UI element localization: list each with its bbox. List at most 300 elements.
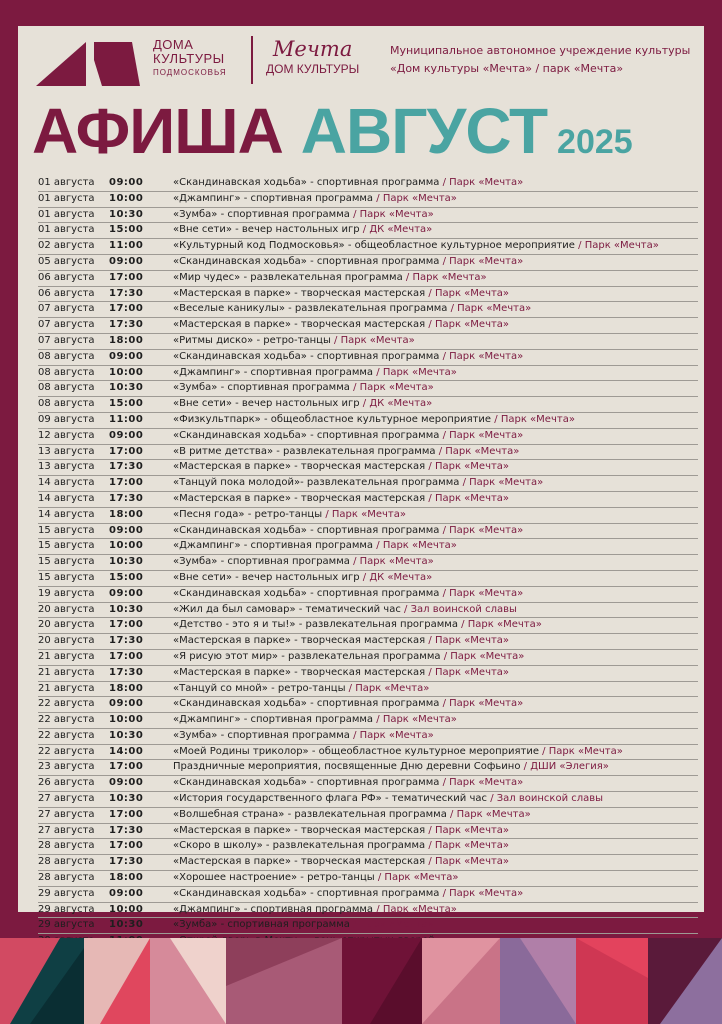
event-row (38, 824, 698, 840)
event-place: Парк «Мечта» (434, 319, 510, 331)
event-row (38, 350, 698, 366)
event-description (173, 381, 434, 395)
event-place: Парк «Мечта» (331, 508, 406, 520)
event-time: 17:00 (109, 477, 144, 489)
event-row (38, 476, 698, 492)
event-time: 17:00 (109, 271, 144, 283)
event-title: «Скандинавская ходьба» - спортивная программа (173, 887, 440, 899)
event-separator: / (442, 429, 446, 441)
event-date: 08 августа (38, 398, 95, 410)
event-date: 20 августа (38, 603, 95, 615)
event-place: Парк «Мечта» (548, 745, 623, 757)
event-place: Парк «Мечта» (412, 271, 487, 283)
event-separator: / (376, 540, 380, 552)
event-title: «Скандинавская ходьба» - спортивная программа (173, 429, 440, 441)
event-title: «Танцуй пока молодой»- развлекательная программа (173, 477, 460, 489)
event-time: 10:30 (109, 793, 144, 805)
event-date: 09 августа (38, 413, 95, 425)
event-place: Парк «Мечта» (449, 887, 524, 899)
event-description (173, 524, 523, 538)
event-row (38, 192, 698, 208)
event-row (38, 918, 698, 934)
event-description (173, 918, 434, 932)
event-separator: / (428, 461, 432, 473)
event-date: 14 августа (38, 492, 95, 504)
event-separator: / (353, 382, 357, 394)
event-place: Парк «Мечта» (382, 540, 457, 552)
event-date: 05 августа (38, 255, 95, 267)
event-title: «Скандинавская ходьба» - спортивная программа (173, 177, 440, 188)
event-title: «Зумба» - спортивная программа (173, 729, 350, 741)
event-description (173, 476, 543, 490)
event-time: 15:00 (109, 398, 144, 410)
event-date: 15 августа (38, 524, 95, 536)
event-time: 17:30 (109, 287, 144, 299)
event-place: Парк «Мечта» (359, 382, 434, 394)
event-place: Парк «Мечта» (384, 872, 459, 884)
event-date: 07 августа (38, 319, 95, 331)
event-description (173, 539, 457, 553)
event-place: Зал воинской славы (410, 603, 517, 615)
event-place: Парк «Мечта» (382, 903, 457, 915)
event-place: Парк «Мечта» (449, 777, 524, 789)
event-separator: / (405, 271, 410, 283)
event-place: Парк «Мечта» (434, 856, 510, 868)
event-place: Парк «Мечта» (434, 666, 510, 678)
event-separator: / (348, 682, 353, 694)
event-row (38, 239, 698, 255)
event-description (173, 650, 524, 664)
event-title: «Мастерская в парке» - творческая мастерская (173, 666, 426, 678)
brand-divider (251, 36, 253, 84)
event-title: «Джампинг» - спортивная программа (173, 903, 374, 915)
event-row (38, 492, 698, 508)
event-place: Парк «Мечта» (355, 682, 430, 694)
event-separator: / (428, 287, 432, 299)
event-separator: / (442, 255, 446, 267)
event-title: «Мастерская в парке» - творческая мастерская (173, 492, 426, 504)
event-row (38, 713, 698, 729)
event-row (38, 397, 698, 413)
event-row (38, 508, 698, 524)
event-date: 29 августа (38, 903, 95, 915)
event-time: 17:30 (109, 492, 144, 504)
event-date: 19 августа (38, 587, 95, 599)
event-description (173, 903, 457, 917)
event-row (38, 366, 698, 382)
event-place: Парк «Мечта» (467, 619, 542, 631)
event-time: 09:00 (109, 587, 144, 599)
event-time: 09:00 (109, 350, 144, 362)
event-description (173, 618, 542, 632)
event-description (173, 634, 509, 648)
event-description (173, 445, 519, 459)
event-date: 21 августа (38, 666, 95, 678)
event-row (38, 302, 698, 318)
event-place: Парк «Мечта» (469, 477, 544, 489)
event-row (38, 792, 698, 808)
event-row (38, 555, 698, 571)
event-separator: / (376, 714, 380, 726)
event-time: 09:00 (109, 524, 144, 536)
event-time: 18:00 (109, 508, 144, 520)
brand-line-3: ПОДМОСКОВЬЯ (153, 68, 227, 77)
event-date: 22 августа (38, 745, 95, 757)
brand-dk-podmoskovya (153, 38, 227, 80)
event-row (38, 334, 698, 350)
event-date: 28 августа (38, 856, 95, 868)
event-separator: / (353, 919, 357, 931)
event-place: Парк «Мечта» (457, 303, 532, 315)
event-date: 15 августа (38, 556, 95, 568)
event-title: «Зумба» - спортивная программа (173, 919, 350, 931)
event-date: 08 августа (38, 382, 95, 394)
event-description (173, 855, 509, 869)
event-row (38, 381, 698, 397)
event-description (173, 713, 457, 727)
event-place: Парк «Мечта» (450, 650, 525, 662)
event-place: ДК «Мечта» (369, 398, 433, 410)
event-date: 08 августа (38, 366, 95, 378)
event-title: «Зумба» - спортивная программа (173, 556, 350, 568)
event-time: 10:00 (109, 540, 144, 552)
event-time: 10:30 (109, 603, 144, 615)
event-separator: / (362, 224, 367, 236)
event-time: 17:30 (109, 666, 144, 678)
event-description (173, 682, 429, 696)
event-row (38, 587, 698, 603)
event-separator: / (442, 350, 446, 362)
event-title: «Скандинавская ходьба» - спортивная программа (173, 587, 440, 599)
event-description (173, 176, 523, 190)
brand-line-1: ДОМА (153, 37, 194, 52)
event-place: Парк «Мечта» (434, 492, 510, 504)
event-title: «Вне сети» - вечер настольных игр (173, 398, 360, 410)
event-description (173, 729, 434, 743)
event-separator: / (442, 524, 446, 536)
event-time: 17:00 (109, 445, 144, 457)
event-place: Парк «Мечта» (359, 919, 434, 931)
event-place: Парк «Мечта» (434, 635, 510, 647)
event-title: «Я рисую этот мир» - развлекательная программа (173, 650, 441, 662)
event-place: Парк «Мечта» (359, 729, 434, 741)
event-separator: / (542, 745, 546, 757)
event-time: 17:00 (109, 808, 144, 820)
event-row (38, 318, 698, 334)
event-title: «Вне сети» - вечер настольных игр (173, 224, 360, 236)
event-time: 09:00 (109, 177, 144, 188)
event-place: Парк «Мечта» (382, 714, 457, 726)
event-title: «Ритмы диско» - ретро-танцы (173, 334, 331, 346)
event-separator: / (442, 887, 446, 899)
event-separator: / (442, 177, 446, 188)
event-title: «Песня года» - ретро-танцы (173, 508, 323, 520)
event-separator: / (443, 650, 448, 662)
event-time: 10:30 (109, 729, 144, 741)
event-title: «Веселые каникулы» - развлекательная программа (173, 303, 448, 315)
event-title: «Джампинг» - спортивная программа (173, 540, 374, 552)
event-date: 22 августа (38, 729, 95, 741)
event-date: 21 августа (38, 682, 95, 694)
event-place: Парк «Мечта» (584, 240, 659, 252)
event-description (173, 603, 517, 617)
event-time: 15:00 (109, 571, 144, 583)
event-description (173, 824, 509, 838)
event-date: 12 августа (38, 429, 95, 441)
event-title: «Мастерская в парке» - творческая мастерская (173, 824, 426, 836)
event-description (173, 350, 523, 364)
event-description (173, 887, 523, 901)
event-row (38, 871, 698, 887)
event-time: 17:30 (109, 635, 144, 647)
event-place: Парк «Мечта» (382, 192, 457, 204)
event-time: 11:00 (109, 413, 144, 425)
event-place: Парк «Мечта» (434, 840, 509, 852)
event-row (38, 697, 698, 713)
event-row (38, 524, 698, 540)
event-separator: / (428, 666, 432, 678)
event-title: «История государственного флага РФ» - тематический час (173, 793, 488, 805)
event-title: «Зумба» - спортивная программа (173, 382, 350, 394)
event-separator: / (450, 303, 454, 315)
event-date: 01 августа (38, 177, 95, 188)
event-separator: / (490, 793, 494, 805)
event-time: 09:00 (109, 887, 144, 899)
event-time: 09:00 (109, 255, 144, 267)
title-month: АВГУСТ (300, 95, 548, 167)
event-description (173, 287, 509, 301)
institution-name (390, 42, 690, 78)
event-time: 10:30 (109, 382, 144, 394)
event-time: 17:00 (109, 303, 144, 315)
event-description (173, 318, 509, 332)
event-date: 07 августа (38, 334, 95, 346)
event-date: 14 августа (38, 508, 95, 520)
event-description (173, 697, 523, 711)
event-description (173, 397, 432, 411)
event-place: Парк «Мечта» (449, 177, 524, 188)
event-row (38, 413, 698, 429)
event-separator: / (428, 492, 432, 504)
event-time: 17:30 (109, 856, 144, 868)
event-place: ДК «Мечта» (369, 571, 433, 583)
event-row (38, 634, 698, 650)
decorative-pattern-footer (0, 938, 722, 1024)
event-title: «Детство - это я и ты!» - развлекательная программа (173, 619, 458, 631)
event-row (38, 429, 698, 445)
event-date: 27 августа (38, 808, 95, 820)
event-separator: / (523, 761, 528, 773)
brand-line-2: КУЛЬТУРЫ (153, 51, 225, 66)
event-date: 20 августа (38, 619, 95, 631)
event-place: Парк «Мечта» (359, 208, 434, 220)
event-title: «Джампинг» - спортивная программа (173, 366, 374, 378)
event-place: Парк «Мечта» (434, 461, 510, 473)
event-row (38, 618, 698, 634)
event-time: 15:00 (109, 224, 144, 236)
event-description (173, 271, 487, 285)
event-date: 01 августа (38, 208, 95, 220)
event-description (173, 587, 523, 601)
event-separator: / (376, 366, 380, 378)
event-title: «Скандинавская ходьба» - спортивная программа (173, 698, 440, 710)
event-time: 17:30 (109, 319, 144, 331)
event-description (173, 808, 531, 822)
event-separator: / (428, 824, 432, 836)
event-title: «Скоро в школу» - развлекательная программа (173, 840, 426, 852)
event-time: 09:00 (109, 429, 144, 441)
event-title: «В ритме детства» - развлекательная программа (173, 445, 436, 457)
event-separator: / (442, 777, 446, 789)
event-separator: / (428, 635, 432, 647)
event-separator: / (376, 192, 380, 204)
event-description (173, 223, 432, 237)
event-time: 10:00 (109, 714, 144, 726)
page-title (32, 94, 633, 167)
event-date: 08 августа (38, 350, 95, 362)
event-title: «Джампинг» - спортивная программа (173, 714, 374, 726)
event-separator: / (450, 808, 454, 820)
event-date: 26 августа (38, 777, 95, 789)
event-place: ДК «Мечта» (369, 224, 433, 236)
event-place: Парк «Мечта» (434, 824, 510, 836)
events-table (38, 176, 698, 950)
event-date: 20 августа (38, 635, 95, 647)
event-title: «Вне сети» - вечер настольных игр (173, 571, 360, 583)
event-time: 17:00 (109, 619, 144, 631)
event-separator: / (494, 413, 498, 425)
event-date: 27 августа (38, 824, 95, 836)
event-date: 14 августа (38, 477, 95, 489)
event-title: «Моей Родины триколор» - общеобластное культурное мероприятие (173, 745, 539, 757)
event-row (38, 603, 698, 619)
event-title: «Хорошее настроение» - ретро-танцы (173, 872, 375, 884)
event-place: Парк «Мечта» (449, 698, 524, 710)
event-row (38, 255, 698, 271)
event-separator: / (362, 398, 367, 410)
event-separator: / (353, 208, 357, 220)
event-date: 13 августа (38, 461, 95, 473)
event-separator: / (461, 619, 465, 631)
poster-panel (18, 26, 704, 931)
event-time: 10:30 (109, 556, 144, 568)
event-place: ДШИ «Элегия» (530, 761, 609, 773)
event-date: 23 августа (38, 761, 95, 773)
title-year: 2025 (557, 123, 633, 161)
event-place: Парк «Мечта» (434, 287, 510, 299)
event-place: Зал воинской славы (496, 793, 604, 805)
brand-script-sub: ДОМ КУЛЬТУРЫ (266, 62, 360, 76)
event-title: Праздничные мероприятия, посвященные Дню деревни Софьино (173, 761, 521, 773)
brand-mechta (266, 38, 359, 76)
event-row (38, 808, 698, 824)
event-row (38, 745, 698, 761)
event-row (38, 176, 698, 192)
event-separator: / (362, 571, 367, 583)
event-separator: / (438, 445, 443, 457)
event-title: «Скандинавская ходьба» - спортивная программа (173, 524, 440, 536)
event-row (38, 760, 698, 776)
event-separator: / (334, 334, 338, 346)
event-place: Парк «Мечта» (382, 366, 457, 378)
event-separator: / (578, 240, 582, 252)
event-row (38, 445, 698, 461)
event-description (173, 366, 457, 380)
event-time: 11:00 (109, 240, 144, 252)
event-title: «Физкультпарк» - общеобластное культурное мероприятие (173, 413, 492, 425)
event-title: «Джампинг» - спортивная программа (173, 192, 374, 204)
event-title: «Скандинавская ходьба» - спортивная программа (173, 777, 440, 789)
event-time: 18:00 (109, 872, 144, 884)
event-title: «Зумба» - спортивная программа (173, 208, 350, 220)
event-description (173, 413, 575, 427)
event-place: Парк «Мечта» (449, 587, 524, 599)
event-row (38, 666, 698, 682)
event-time: 17:00 (109, 761, 144, 773)
event-date: 07 августа (38, 303, 95, 315)
event-date: 21 августа (38, 650, 95, 662)
event-place: Парк «Мечта» (359, 556, 434, 568)
event-description (173, 239, 659, 253)
event-description (173, 302, 531, 316)
event-description (173, 776, 523, 790)
event-title: «Мир чудес» - развлекательная программа (173, 271, 403, 283)
event-row (38, 223, 698, 239)
event-time: 18:00 (109, 334, 144, 346)
event-description (173, 666, 509, 680)
event-description (173, 745, 623, 759)
event-separator: / (325, 508, 329, 520)
event-separator: / (377, 872, 382, 884)
event-time: 10:00 (109, 903, 144, 915)
event-description (173, 492, 509, 506)
event-date: 28 августа (38, 840, 95, 852)
event-title: «Мастерская в парке» - творческая мастерская (173, 635, 426, 647)
event-row (38, 839, 698, 855)
event-row (38, 287, 698, 303)
event-title: «Мастерская в парке» - творческая мастерская (173, 287, 426, 299)
dk-podmoskovya-logo-icon (36, 40, 140, 88)
event-time: 17:00 (109, 650, 144, 662)
event-date: 28 августа (38, 872, 95, 884)
event-date: 06 августа (38, 271, 95, 283)
event-description (173, 429, 523, 443)
event-date: 22 августа (38, 698, 95, 710)
event-place: Парк «Мечта» (340, 334, 415, 346)
event-date: 22 августа (38, 714, 95, 726)
event-separator: / (376, 903, 380, 915)
event-time: 17:30 (109, 461, 144, 473)
event-title: «Мастерская в парке» - творческая мастерская (173, 461, 426, 473)
event-separator: / (442, 698, 446, 710)
event-description (173, 871, 459, 885)
event-date: 29 августа (38, 887, 95, 899)
event-place: Парк «Мечта» (500, 413, 575, 425)
institution-line-1: Муниципальное автономное учреждение культуры (390, 44, 691, 57)
event-date: 15 августа (38, 571, 95, 583)
event-description (173, 460, 509, 474)
event-row (38, 855, 698, 871)
event-title: «Культурный код Подмосковья» - общеобластное культурное мероприятие (173, 240, 575, 252)
event-description (173, 839, 509, 853)
event-row (38, 903, 698, 919)
event-row (38, 571, 698, 587)
event-date: 13 августа (38, 445, 95, 457)
event-time: 14:00 (109, 745, 144, 757)
event-description (173, 208, 434, 222)
event-description (173, 192, 457, 206)
event-time: 10:30 (109, 919, 144, 931)
